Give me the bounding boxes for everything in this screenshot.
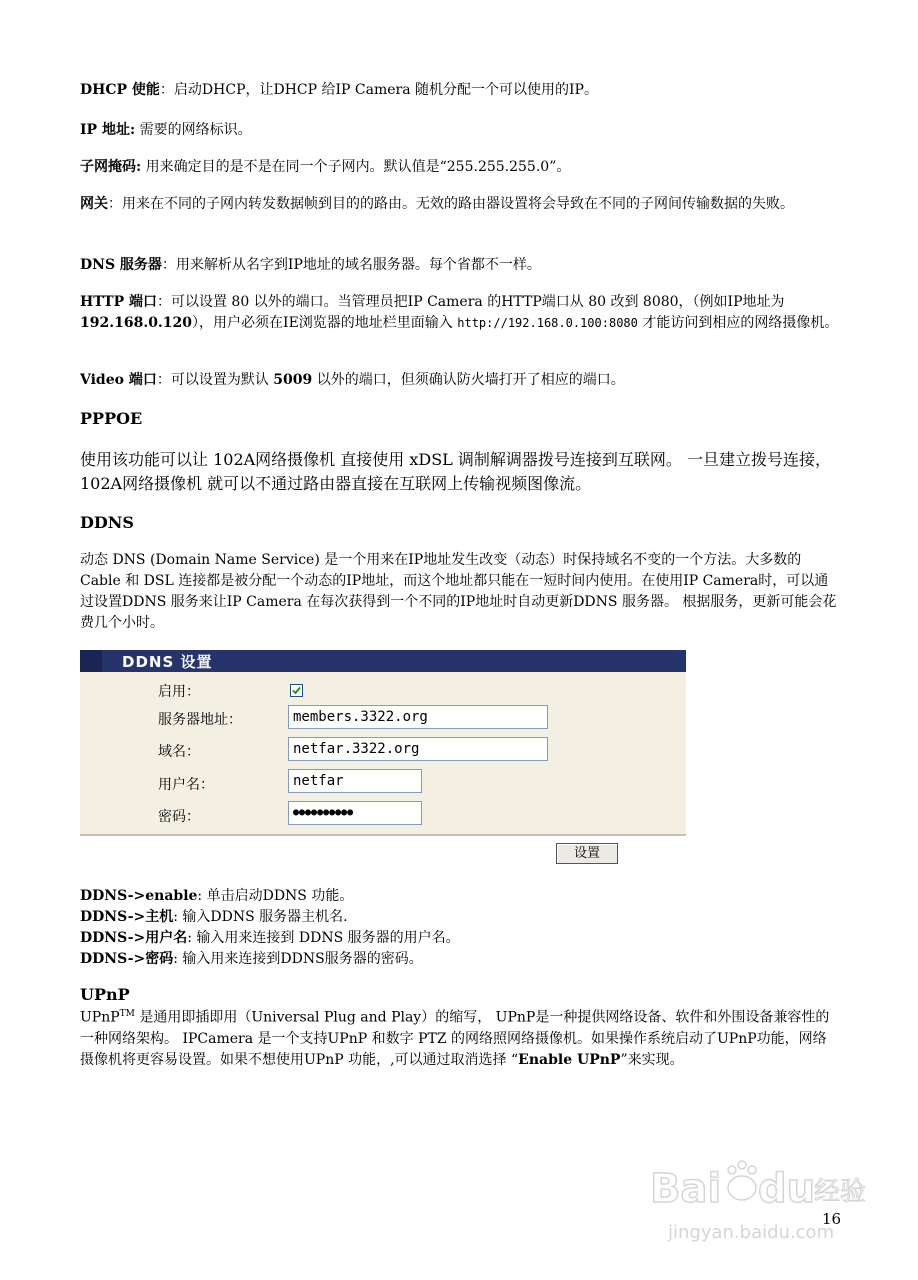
- trademark-mark: TM: [119, 1009, 135, 1019]
- video-default: 5009: [273, 372, 313, 388]
- gateway-paragraph: [80, 194, 800, 215]
- upnp-term: UPnP: [80, 1009, 120, 1026]
- username-label: 用户名：: [158, 777, 214, 793]
- upnp-text-body: 是通用即插即用（Universal Plug and Play）的缩写， UPnP是一种提供网络设备、软件和外围设备兼容性的一种网络架构。 IPCamera 是一个支持UPnP 和数字 PTZ 的网络照网络摄像机。如果操作系统启动了UPnP功能，网络摄像机将更容易设置。如果不想使用UPnP 功能，,可以通过取消选择 “: [80, 1009, 830, 1068]
- gateway-label: 网关: [80, 196, 108, 212]
- dhcp-label: DHCP 使能: [80, 82, 160, 98]
- note-text: : 单击启动DDNS 功能。: [197, 888, 354, 904]
- note-text: : 输入用来连接到 DDNS 服务器的用户名。: [187, 930, 460, 946]
- ddns-panel-header: [80, 650, 686, 672]
- note-label: DDNS->enable: [80, 888, 198, 904]
- dhcp-paragraph: [80, 80, 840, 101]
- video-text-1: ：可以设置为默认: [156, 372, 274, 388]
- ip-paragraph: [80, 120, 840, 141]
- page-number: 16: [822, 1210, 842, 1228]
- dns-paragraph: [80, 255, 840, 276]
- svg-text:Bai: Bai: [650, 1166, 722, 1212]
- svg-text:经验: 经验: [814, 1177, 867, 1207]
- enable-label: 启用：: [158, 684, 200, 700]
- server-address-input[interactable]: members.3322.org: [288, 705, 548, 729]
- http-text-2: ），用户必须在IE浏览器的地址栏里面输入: [192, 315, 458, 331]
- svg-text:jingyan.baidu.com: jingyan.baidu.com: [668, 1222, 835, 1243]
- http-label: HTTP 端口: [80, 294, 157, 310]
- enable-upnp-text: Enable UPnP: [518, 1051, 621, 1068]
- ddns-submit-button[interactable]: 设置: [556, 843, 618, 864]
- server-label: 服务器地址：: [158, 712, 242, 728]
- pppoe-heading: PPPOE: [80, 409, 143, 428]
- subnet-paragraph: [80, 157, 840, 178]
- note-label: DDNS->主机: [80, 909, 174, 925]
- password-input[interactable]: ●●●●●●●●●●: [288, 801, 422, 825]
- note-host: [80, 907, 840, 928]
- baidu-jingyan-watermark: [648, 1150, 868, 1250]
- note-enable: [80, 886, 840, 907]
- checkmark-icon: [291, 685, 302, 696]
- dns-text: ：用来解析从名字到IP地址的域名服务器。每个省都不一样。: [161, 257, 541, 273]
- svg-text:du: du: [758, 1166, 816, 1212]
- pppoe-text: 使用该功能可以让 102A网络摄像机 直接使用 xDSL 调制解调器拨号连接到互联网。 一旦建立拨号连接，102A网络摄像机 就可以不通过路由器直接在互联网上传输视频图像流。: [80, 450, 831, 493]
- domain-input[interactable]: netfar.3322.org: [288, 737, 548, 761]
- upnp-text-end: ”来实现。: [620, 1051, 684, 1068]
- dns-label: DNS 服务器: [80, 257, 162, 273]
- gateway-text: ：用来在不同的子网内转发数据帧到目的的路由。无效的路由器设置将会导致在不同的子网间传输数据的失败。: [108, 196, 794, 212]
- video-paragraph: [80, 370, 840, 391]
- domain-label: 域名：: [158, 744, 200, 760]
- video-text-2: 以外的端口，但须确认防火墙打开了相应的端口。: [312, 372, 625, 388]
- subnet-label: 子网掩码:: [80, 159, 142, 175]
- subnet-text: 用来确定目的是不是在同一个子网内。默认值是“255.255.255.0”。: [141, 159, 571, 175]
- note-text: : 输入用来连接到DDNS服务器的密码。: [173, 951, 423, 967]
- password-label: 密码：: [158, 809, 200, 825]
- note-label: DDNS->密码: [80, 951, 174, 967]
- panel-header-tab: [80, 650, 102, 672]
- note-password: [80, 949, 840, 970]
- ddns-text: 动态 DNS (Domain Name Service) 是一个用来在IP地址发生改变（动态）时保持域名不变的一个方法。大多数的Cable 和 DSL 连接都是被分配一个动态的IP地址，而这个地址都只能在一短时间内使用。在使用IP Camera时，可以通过设置DDNS 服务来让IP Camera 在每次获得到一个不同的IP地址时自动更新DDNS 服务器。 根据服务，更新可能会花费几个小时。: [80, 552, 837, 631]
- upnp-heading: UPnP: [80, 985, 130, 1004]
- video-label: Video 端口: [80, 372, 157, 388]
- http-url: http://192.168.0.100:8080: [457, 316, 638, 330]
- ip-label: IP 地址:: [80, 122, 136, 138]
- ip-text: 需要的网络标识。: [135, 122, 252, 138]
- http-paragraph: [80, 292, 840, 334]
- enable-checkbox[interactable]: [290, 684, 303, 697]
- ddns-panel-title: DDNS 设置: [122, 653, 213, 671]
- upnp-text: [80, 1004, 840, 1071]
- note-username: [80, 928, 840, 949]
- http-text-1: ：可以设置 80 以外的端口。当管理员把IP Camera 的HTTP端口从 80 改到 8080，（例如IP地址为: [156, 294, 785, 310]
- note-text: : 输入DDNS 服务器主机名.: [173, 909, 348, 925]
- ddns-settings-panel: [80, 650, 686, 836]
- ddns-heading: DDNS: [80, 513, 134, 532]
- http-text-3: 才能访问到相应的网络摄像机。: [637, 315, 839, 331]
- username-input[interactable]: netfar: [288, 769, 422, 793]
- note-label: DDNS->用户名: [80, 930, 188, 946]
- http-ip: 192.168.0.120: [80, 315, 193, 331]
- dhcp-text: ：启动DHCP，让DHCP 给IP Camera 随机分配一个可以使用的IP。: [159, 82, 598, 98]
